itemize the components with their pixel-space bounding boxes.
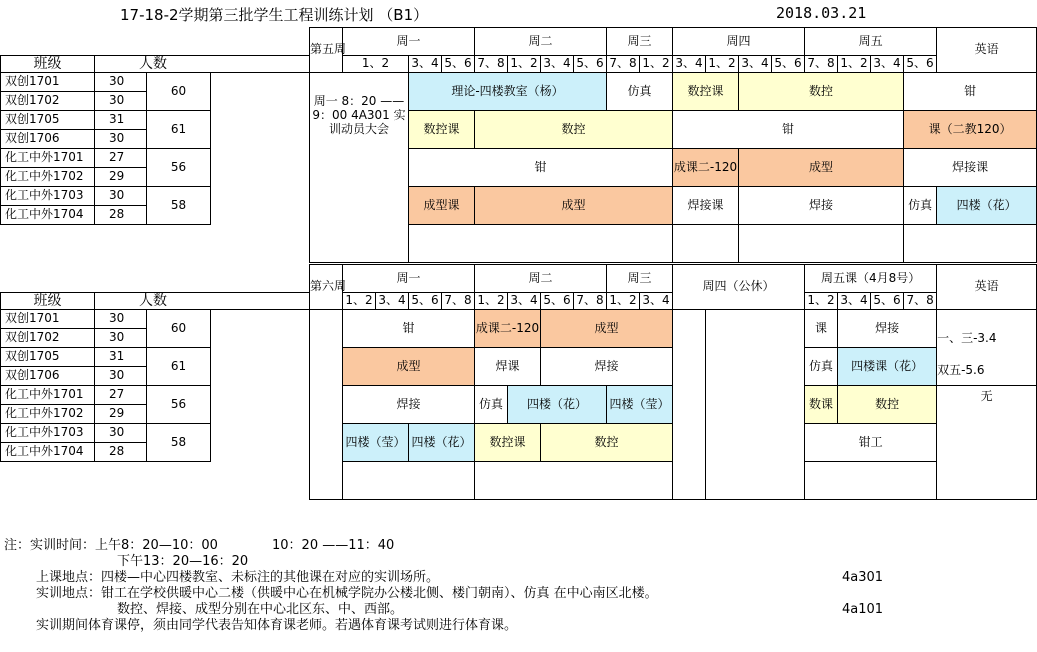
spacer — [211, 73, 310, 263]
class-name: 化工中外1702 — [1, 168, 95, 187]
period-label: 3、4 — [838, 293, 871, 310]
spacer — [1, 462, 95, 500]
date-label: 2018.03.21 — [776, 4, 867, 22]
schedule-cell: 仿真 — [607, 73, 673, 111]
class-count: 30 — [95, 367, 147, 386]
schedule-cell: 数控课 — [409, 111, 475, 149]
period-label: 1、2 — [343, 56, 409, 73]
corner-blank — [1, 28, 95, 56]
group-total: 56 — [147, 149, 211, 187]
period-label: 7、8 — [904, 293, 937, 310]
group-total: 56 — [147, 386, 211, 424]
group-total: 58 — [147, 187, 211, 225]
english-header: 英语 — [937, 28, 1037, 73]
corner-blank — [1, 265, 95, 293]
empty-cell — [739, 225, 904, 263]
class-name: 双创1702 — [1, 92, 95, 111]
week-label: 第五周 — [310, 28, 343, 73]
corner-blank — [147, 28, 211, 56]
period-label: 1、2 — [838, 56, 871, 73]
schedule-cell: 焊接课 — [904, 149, 1037, 187]
class-count: 27 — [95, 386, 147, 405]
schedule-cell: 焊接 — [541, 348, 673, 386]
english-cell-line: 双五-5.6 — [937, 362, 985, 377]
class-count: 31 — [95, 348, 147, 367]
class-name: 化工中外1704 — [1, 443, 95, 462]
schedule-cell: 数控 — [838, 386, 937, 424]
schedule-cell: 四楼（莹） — [607, 386, 673, 424]
period-label: 3、4 — [673, 56, 706, 73]
schedule-cell: 课（二教120） — [904, 111, 1037, 149]
class-count: 28 — [95, 206, 147, 225]
schedule-cell: 四楼（花） — [409, 424, 475, 462]
english-header: 英语 — [937, 265, 1037, 310]
class-name: 双创1706 — [1, 130, 95, 149]
schedule-cell: 四楼课（花） — [838, 348, 937, 386]
spacer — [147, 225, 211, 263]
count-header: 人数 — [95, 293, 310, 310]
schedule-cell: 成型课 — [409, 187, 475, 225]
note-time-morning-2: 10：20 ——11：40 — [272, 538, 395, 553]
week5-table — [0, 27, 1037, 263]
class-header: 班级 — [1, 56, 95, 73]
class-count: 31 — [95, 111, 147, 130]
period-label: 3、4 — [871, 56, 904, 73]
schedule-cell: 四楼（莹） — [343, 424, 409, 462]
schedule-cell: 钳 — [904, 73, 1037, 111]
period-label: 1、2 — [508, 56, 541, 73]
note-training-location: 实训地点：钳工在学校供暖中心二楼（供暖中心在机械学院办公楼北侧、楼门朝南）、仿真 在中心南区北楼。 — [36, 586, 658, 601]
class-name: 双创1702 — [1, 329, 95, 348]
spacer — [95, 225, 147, 263]
class-count: 29 — [95, 405, 147, 424]
class-count: 28 — [95, 443, 147, 462]
period-label: 7、8 — [442, 293, 475, 310]
schedule-cell: 成型 — [739, 149, 904, 187]
period-label: 1、2 — [607, 293, 640, 310]
class-count: 27 — [95, 149, 147, 168]
english-cell: 无 — [937, 386, 1037, 500]
schedule-cell: 数控 — [475, 111, 673, 149]
class-name: 双创1705 — [1, 111, 95, 130]
page-title: 17-18-2学期第三批学生工程训练计划 （B1） — [120, 6, 429, 24]
period-label: 7、8 — [805, 56, 838, 73]
spacer — [1, 225, 95, 263]
note-pe-class: 实训期间体育课停，须由同学代表告知体育课老师。若遇体育课考试则进行体育课。 — [36, 618, 518, 633]
schedule-cell: 数控 — [541, 424, 673, 462]
group-total: 60 — [147, 310, 211, 348]
period-label: 1、2 — [343, 293, 376, 310]
week6-table — [0, 264, 1037, 500]
period-label: 3、4 — [508, 293, 541, 310]
day-header-thu-holiday: 周四（公休） — [673, 265, 805, 310]
period-label: 3、4 — [739, 56, 772, 73]
class-count: 30 — [95, 187, 147, 206]
period-label: 1、2 — [706, 56, 739, 73]
english-cell: 一、三-3.4 双五-5.6 — [937, 310, 1037, 386]
class-count: 30 — [95, 329, 147, 348]
period-label: 5、6 — [409, 293, 442, 310]
empty-cell — [904, 225, 1037, 263]
schedule-cell: 成课二-120 — [475, 310, 541, 348]
period-label: 3、4 — [640, 293, 673, 310]
empty-cell — [475, 462, 673, 500]
period-label: 7、8 — [574, 293, 607, 310]
group-total: 60 — [147, 73, 211, 111]
empty-cell — [673, 225, 739, 263]
schedule-cell: 焊接 — [343, 386, 475, 424]
schedule-cell: 成型 — [475, 187, 673, 225]
period-label: 7、8 — [475, 56, 508, 73]
note-time-afternoon: 下午13：20—16：20 — [117, 554, 249, 569]
class-count: 30 — [95, 424, 147, 443]
schedule-cell: 钳 — [409, 149, 673, 187]
class-count: 30 — [95, 130, 147, 149]
period-label: 7、8 — [607, 56, 640, 73]
empty-cell — [343, 462, 475, 500]
corner-blank — [95, 28, 147, 56]
schedule-cell: 成型 — [541, 310, 673, 348]
week-label: 第六周 — [310, 265, 343, 310]
schedule-cell: 钳 — [343, 310, 475, 348]
class-name: 化工中外1701 — [1, 149, 95, 168]
day-header-wed: 周三 — [607, 265, 673, 293]
schedule-cell: 四楼（花） — [508, 386, 607, 424]
group-total: 58 — [147, 424, 211, 462]
period-label: 1、2 — [805, 293, 838, 310]
class-name: 双创1706 — [1, 367, 95, 386]
class-name: 化工中外1703 — [1, 424, 95, 443]
monday-note: 周一 8：20 —— 9：00 4A301 实训动员大会 — [310, 73, 409, 263]
period-label: 5、6 — [871, 293, 904, 310]
spacer — [147, 462, 211, 500]
note-room-1: 4a301 — [842, 570, 884, 585]
notes-section — [0, 538, 1003, 634]
schedule-cell: 成型 — [343, 348, 475, 386]
class-count: 30 — [95, 73, 147, 92]
holiday-cell — [706, 310, 805, 500]
schedule-cell: 仿真 — [475, 386, 508, 424]
class-name: 双创1701 — [1, 73, 95, 92]
period-label: 1、2 — [475, 293, 508, 310]
day-header-wed: 周三 — [607, 28, 673, 56]
schedule-cell: 焊接课 — [673, 187, 739, 225]
note-class-location: 上课地点：四楼—中心四楼教室、未标注的其他课在对应的实训场所。 — [36, 570, 440, 585]
schedule-cell: 数控课 — [475, 424, 541, 462]
day-header-tue: 周二 — [475, 28, 607, 56]
empty-cell — [805, 462, 937, 500]
note-workshop-location: 数控、焊接、成型分别在中心北区东、中、西部。 — [117, 602, 404, 617]
schedule-cell: 仿真 — [805, 348, 838, 386]
schedule-cell: 理论-四楼教室（杨） — [409, 73, 607, 111]
empty-cell — [310, 310, 343, 500]
note-room-2: 4a101 — [842, 602, 884, 617]
period-label: 5、6 — [574, 56, 607, 73]
spacer — [211, 310, 310, 500]
day-header-fri-make: 周五课（4月8号） — [805, 265, 937, 293]
class-name: 化工中外1704 — [1, 206, 95, 225]
period-label: 5、6 — [442, 56, 475, 73]
class-count: 30 — [95, 92, 147, 111]
day-header-thu: 周四 — [673, 28, 805, 56]
empty-cell — [673, 310, 706, 500]
class-count: 29 — [95, 168, 147, 187]
schedule-cell: 成课二-120 — [673, 149, 739, 187]
corner-blank — [95, 265, 147, 293]
period-label: 5、6 — [904, 56, 937, 73]
period-label: 3、4 — [376, 293, 409, 310]
period-label: 3、4 — [541, 56, 574, 73]
day-header-mon: 周一 — [343, 28, 475, 56]
schedule-cell: 焊课 — [475, 348, 541, 386]
day-header-fri: 周五 — [805, 28, 937, 56]
schedule-cell: 焊接 — [838, 310, 937, 348]
schedule-cell: 钳工 — [805, 424, 937, 462]
schedule-cell: 钳 — [673, 111, 904, 149]
schedule-cell: 四楼（花） — [937, 187, 1037, 225]
class-name: 化工中外1703 — [1, 187, 95, 206]
corner-blank — [211, 265, 310, 293]
period-label: 5、6 — [772, 56, 805, 73]
day-header-tue: 周二 — [475, 265, 607, 293]
corner-blank — [211, 28, 310, 56]
class-name: 化工中外1702 — [1, 405, 95, 424]
schedule-cell: 数控课 — [673, 73, 739, 111]
class-header: 班级 — [1, 293, 95, 310]
group-total: 61 — [147, 348, 211, 386]
period-label: 3、4 — [409, 56, 442, 73]
count-header: 人数 — [95, 56, 310, 73]
class-name: 双创1705 — [1, 348, 95, 367]
schedule-cell: 数控 — [739, 73, 904, 111]
schedule-cell: 课 — [805, 310, 838, 348]
class-name: 双创1701 — [1, 310, 95, 329]
corner-blank — [147, 265, 211, 293]
schedule-cell: 数课 — [805, 386, 838, 424]
class-count: 30 — [95, 310, 147, 329]
period-label: 1、2 — [640, 56, 673, 73]
day-header-mon: 周一 — [343, 265, 475, 293]
group-total: 61 — [147, 111, 211, 149]
note-time-morning: 注：实训时间：上午8：20—10：00 — [4, 538, 218, 553]
schedule-cell: 仿真 — [904, 187, 937, 225]
empty-cell — [409, 225, 673, 263]
spacer — [95, 462, 147, 500]
schedule-cell: 焊接 — [739, 187, 904, 225]
period-label: 5、6 — [541, 293, 574, 310]
class-name: 化工中外1701 — [1, 386, 95, 405]
